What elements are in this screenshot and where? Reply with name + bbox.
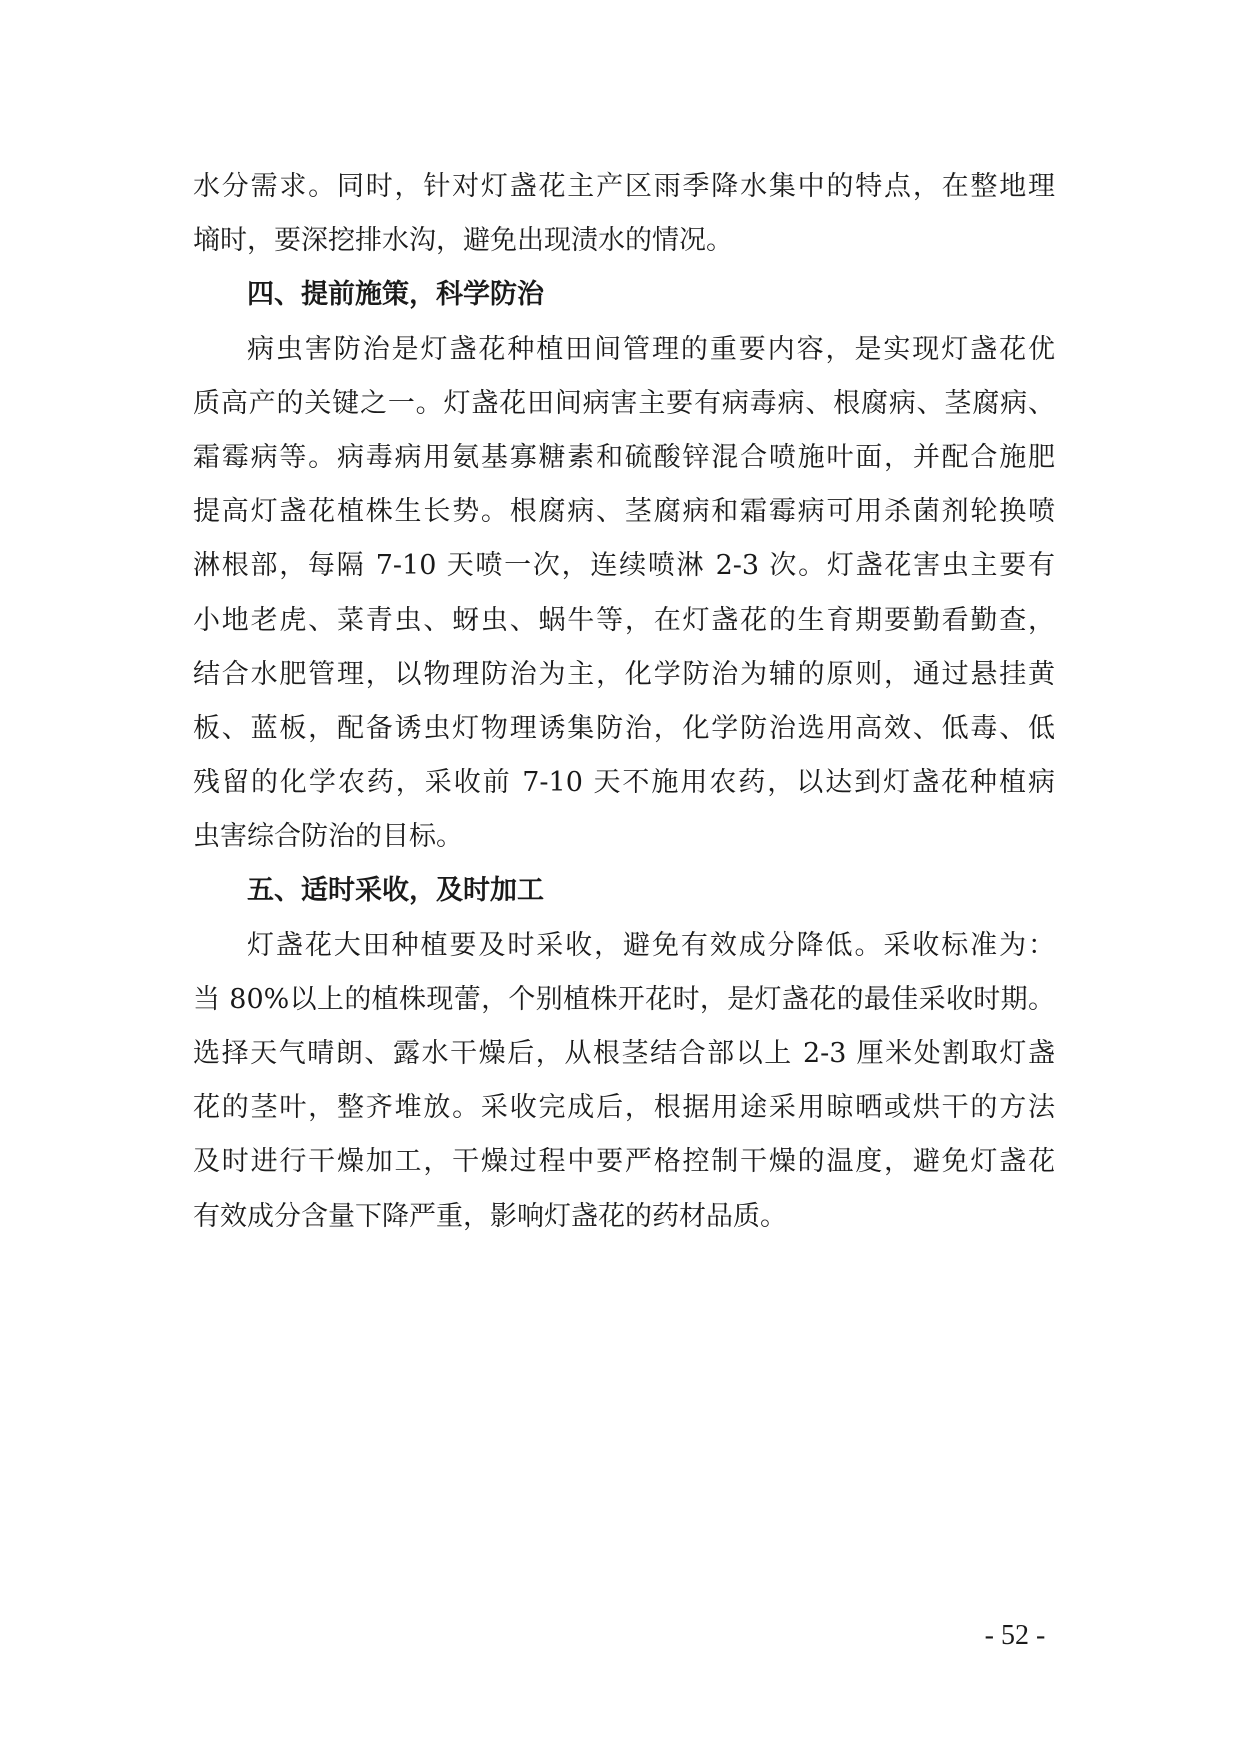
text-line: 病虫害防治是灯盏花种植田间管理的重要内容，是实现灯盏花优 [247, 333, 1055, 365]
text-line: 提高灯盏花植株生长势。根腐病、茎腐病和霜霉病可用杀菌剂轮换喷 [193, 496, 1055, 528]
text-line: 墒时，要深挖排水沟，避免出现渍水的情况。 [193, 225, 733, 257]
text-line: 水分需求。同时，针对灯盏花主产区雨季降水集中的特点，在整地理 [193, 171, 1055, 202]
document-body [193, 160, 1055, 1244]
text-line: 结合水肥管理，以物理防治为主，化学防治为辅的原则，通过悬挂黄 [193, 658, 1055, 690]
text-line: 残留的化学农药，采收前 7-10 天不施用农药，以达到灯盏花种植病 [193, 767, 1055, 799]
text-line: 小地老虎、菜青虫、蚜虫、蜗牛等，在灯盏花的生育期要勤看勤查， [193, 604, 1055, 636]
text-line: 花的茎叶，整齐堆放。采收完成后，根据用途采用晾晒或烘干的方法 [193, 1092, 1055, 1124]
paragraph-pest-control [193, 323, 1055, 865]
paragraph-water-drainage [193, 160, 1055, 268]
text-line: 选择天气晴朗、露水干燥后，从根茎结合部以上 2-3 厘米处割取灯盏 [193, 1038, 1055, 1069]
section-heading-pest-control: 四、提前施策，科学防治 [247, 279, 544, 311]
text-line: 有效成分含量下降严重，影响灯盏花的药材品质。 [193, 1200, 787, 1232]
section-heading-harvest: 五、适时采收，及时加工 [247, 875, 544, 907]
text-line: 灯盏花大田种植要及时采收，避免有效成分降低。采收标准为： [247, 929, 1055, 961]
text-line: 及时进行干燥加工，干燥过程中要严格控制干燥的温度，避免灯盏花 [193, 1146, 1055, 1178]
page-number: - 52 - [984, 1620, 1046, 1651]
text-line: 质高产的关键之一。灯盏花田间病害主要有病毒病、根腐病、茎腐病、 [193, 387, 1055, 419]
text-line: 淋根部，每隔 7-10 天喷一次，连续喷淋 2-3 次。灯盏花害虫主要有 [193, 550, 1055, 582]
paragraph-harvest [193, 919, 1055, 1244]
text-line: 当 80%以上的植株现蕾，个别植株开花时，是灯盏花的最佳采收时期。 [193, 983, 1055, 1015]
text-line: 板、蓝板，配备诱虫灯物理诱集防治，化学防治选用高效、低毒、低 [193, 712, 1055, 744]
text-line: 虫害综合防治的目标。 [193, 821, 463, 853]
text-line: 霜霉病等。病毒病用氨基寡糖素和硫酸锌混合喷施叶面，并配合施肥 [193, 441, 1055, 473]
